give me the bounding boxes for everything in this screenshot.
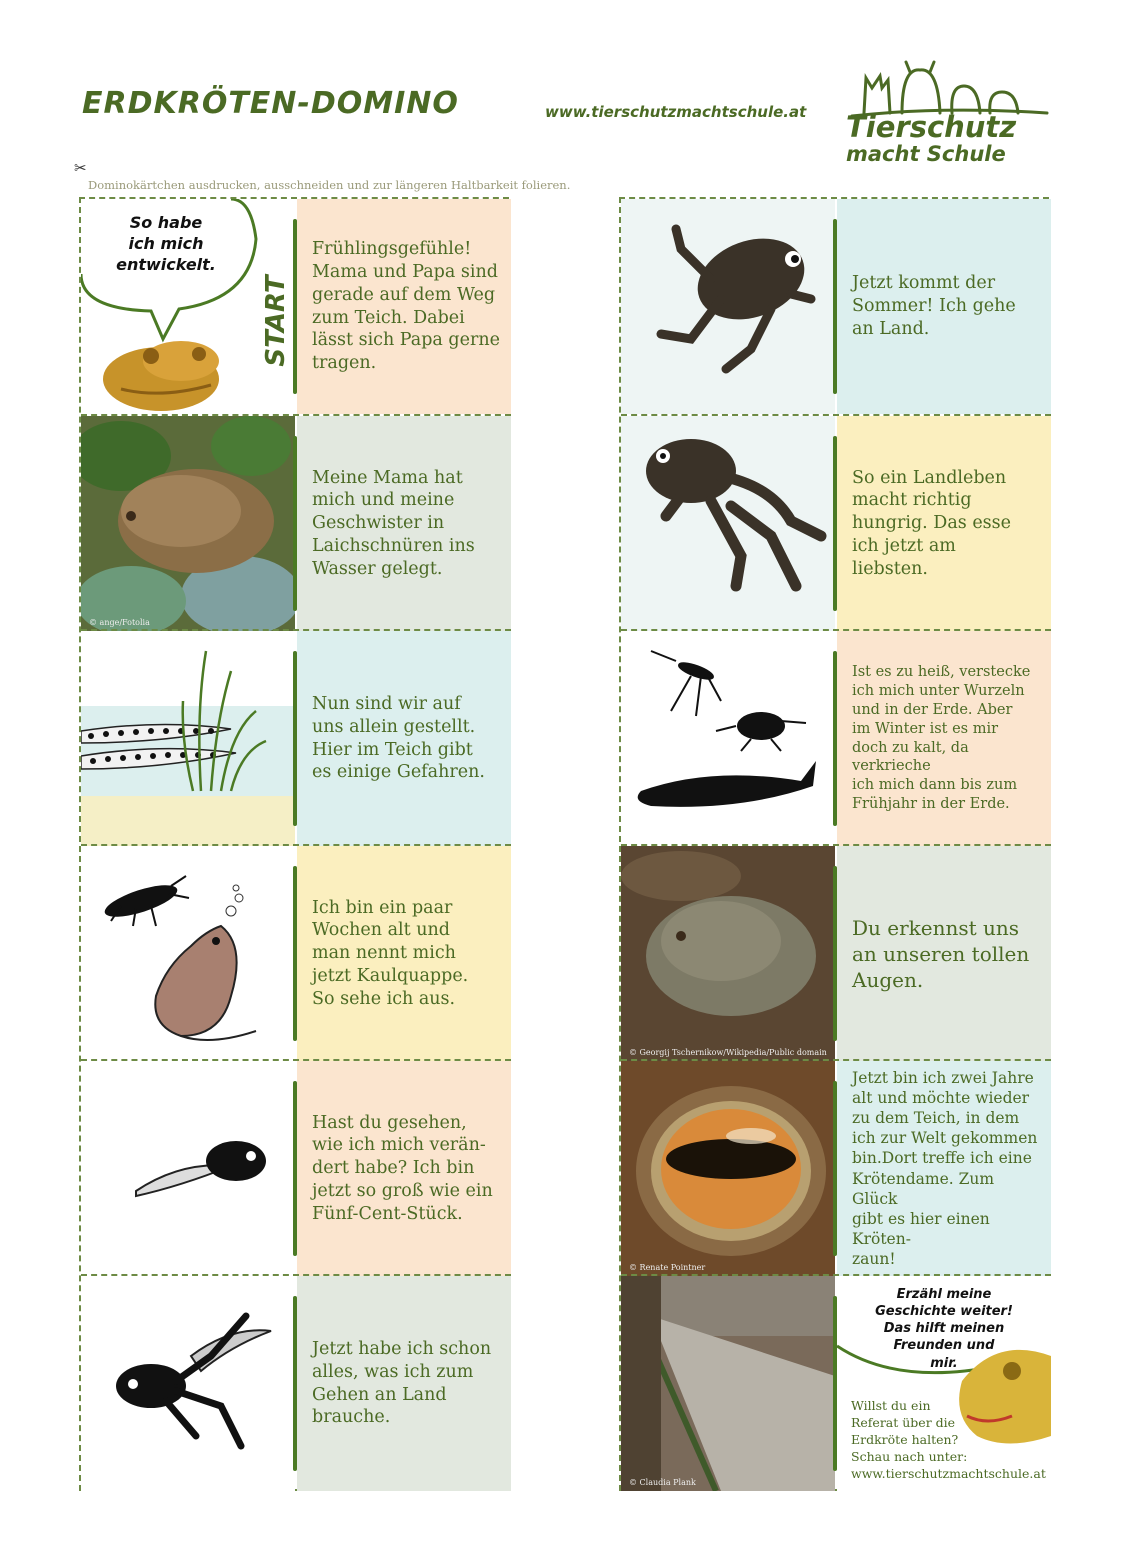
card-text-panel — [297, 1276, 511, 1491]
logo-line-2: macht Schule — [846, 142, 1006, 166]
card-text-panel — [837, 416, 1051, 631]
froglet-icon — [81, 1276, 295, 1491]
animal-heads-icon — [842, 58, 1057, 118]
toad-spawn-illustration — [81, 631, 295, 846]
card-text-panel — [297, 199, 511, 414]
logo-line-1: Tierschutz — [846, 110, 1017, 144]
card-text: Du erkennst uns an unseren tollen Augen. — [852, 915, 1030, 992]
mosquito-icon — [651, 651, 721, 716]
card-text: Nun sind wir auf uns allein gestellt. Hier im Teich gibt es einige Gefahren. — [312, 694, 485, 783]
toad-icon — [103, 341, 219, 411]
jumping-toad-illustration — [621, 416, 835, 631]
card-text: So ein Landleben macht richtig hungrig. Das esse ich jetzt am liebsten. — [852, 467, 1011, 579]
card-text-panel — [297, 1061, 511, 1276]
toad-photo — [81, 416, 295, 631]
card-text: Meine Mama hat mich und meine Geschwister in Laichschnüren ins Wasser gelegt. — [312, 467, 475, 579]
toad-in-soil-photo — [621, 846, 835, 1061]
card-text: Jetzt habe ich schon alles, was ich zum Gehen an Land brauche. — [312, 1339, 492, 1428]
toad-fence-photo — [621, 1276, 835, 1491]
domino-card — [81, 1274, 511, 1491]
domino-column-right — [619, 197, 1049, 1491]
card-text-panel — [837, 1061, 1051, 1276]
card-text: Jetzt kommt der Sommer! Ich gehe an Land. — [852, 273, 1016, 339]
toad-silhouette-icon — [621, 416, 835, 631]
beetle-icon — [716, 712, 806, 751]
card-text-panel — [837, 199, 1051, 414]
domino-card — [81, 199, 511, 414]
young-toad-illustration — [621, 199, 835, 414]
domino-card — [81, 1059, 511, 1276]
domino-card — [621, 199, 1051, 414]
domino-card — [621, 629, 1051, 846]
card-text-panel — [297, 631, 511, 846]
card-text-panel — [297, 846, 511, 1061]
card-text: Ich bin ein paar Wochen alt und man nennt mich jetzt Kaulquappe. So sehe ich aus. — [312, 897, 469, 1009]
slug-icon — [638, 761, 816, 807]
speech-bubble-text: So habe ich mich entwickelt. — [116, 213, 216, 274]
start-label: START — [261, 275, 291, 367]
predators-illustration — [81, 846, 295, 1061]
instructions: Dominokärtchen ausdrucken, ausschneiden und zur längeren Haltbarkeit folieren. — [88, 178, 571, 192]
domino-card — [621, 844, 1051, 1061]
card-text-panel — [297, 416, 511, 631]
header-url[interactable]: www.tierschutzmachtschule.at — [545, 103, 807, 121]
domino-card — [621, 1059, 1051, 1276]
photo-credit: © Claudia Plank — [629, 1478, 696, 1487]
card-text: Jetzt bin ich zwei Jahre alt und möchte wieder zu dem Teich, in dem ich zur Welt gekommen bin.Dort treffe ich eine Krötendame. Zum Glück gibt es hier einen Kröten- zaun! — [852, 1068, 1038, 1269]
domino-card — [81, 844, 511, 1061]
toad-eye-photo — [621, 1061, 835, 1276]
prey-illustration — [621, 631, 835, 846]
photo-credit: © Renate Pointner — [629, 1263, 706, 1272]
card-text: Frühlingsgefühle! Mama und Papa sind gerade auf dem Weg zum Teich. Dabei lässt sich Papa gerne tragen. — [312, 239, 500, 373]
tadpole-illustration — [81, 1061, 295, 1276]
photo-credit: © ange/Fotolia — [89, 618, 150, 627]
card-illustration — [81, 199, 295, 414]
tadpole-with-legs-illustration — [81, 1276, 295, 1491]
domino-card — [81, 629, 511, 846]
speech-bubble-text: Erzähl meine Geschichte weiter! Das hilft meinen Freunden und mir. — [875, 1287, 1013, 1371]
fish-icon — [155, 926, 256, 1040]
domino-card — [621, 414, 1051, 631]
card-text-panel — [837, 846, 1051, 1061]
tadpole-icon — [81, 1061, 295, 1276]
scissors-icon: ✂ — [74, 159, 87, 177]
card-text: Hast du gesehen, wie ich mich verän- dert habe? Ich bin jetzt so groß wie ein Fünf-Cent-Stück. — [312, 1112, 493, 1224]
domino-column-left — [79, 197, 509, 1491]
page-title: ERDKRÖTEN-DOMINO — [82, 86, 459, 121]
card-text: Ist es zu heiß, verstecke ich mich unter Wurzeln und in der Erde. Aber im Winter ist es mir doch zu kalt, da verkrieche ich mich dann bis zum Frühjahr in der Erde. — [852, 664, 1031, 813]
logo — [842, 58, 1057, 170]
photo-credit: © Georgij Tschernikow/Wikipedia/Public domain — [629, 1048, 827, 1057]
card-text-panel — [837, 631, 1051, 846]
domino-card — [81, 414, 511, 631]
toad-silhouette-icon — [621, 199, 835, 414]
card-text: Willst du ein Referat über die Erdkröte halten? Schau nach unter: www.tierschutzmachtschule.at — [851, 1398, 1046, 1481]
dragonfly-larva-icon — [101, 876, 189, 926]
domino-card — [621, 1274, 1051, 1491]
